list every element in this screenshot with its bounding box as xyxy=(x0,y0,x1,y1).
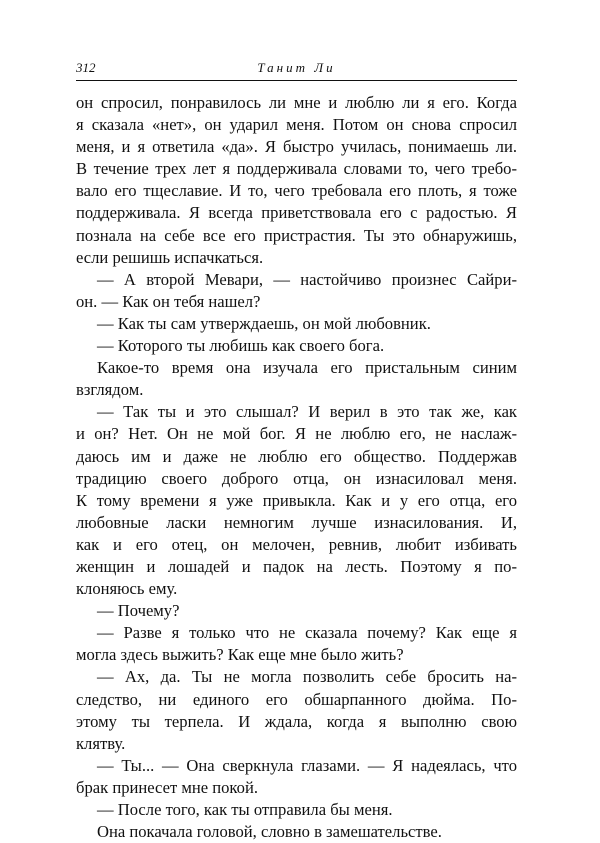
paragraph xyxy=(76,92,517,269)
text-line: взглядом. xyxy=(76,380,144,400)
paragraph xyxy=(76,666,517,754)
paragraph xyxy=(76,600,517,622)
text-line: — Которого ты любишь как своего бога. xyxy=(97,336,385,356)
text-line: К тому времени я уже привыкла. Как и у его отца, его xyxy=(76,490,517,510)
paragraph xyxy=(76,357,517,401)
text-line: В течение трех лет я поддерживала словами то, чего требо- xyxy=(76,159,517,179)
text-line: меня, и я ответила «да». Я быстро училась, понимаешь ли. xyxy=(76,137,517,157)
text-line: — Как ты сам утверждаешь, он мой любовник. xyxy=(97,313,431,333)
text-line: могла здесь выжить? Как еще мне было жить? xyxy=(76,645,404,665)
text-line: — Ах, да. Ты не могла позволить себе бросить на- xyxy=(97,667,517,687)
text-line: как и его отец, он мелочен, ревнив, любит избивать xyxy=(76,534,517,554)
text-line: традицию своего доброго отца, он изнасиловал меня. xyxy=(76,468,517,488)
paragraph xyxy=(76,269,517,313)
text-line: — Так ты и это слышал? И верил в это так же, как xyxy=(97,402,517,422)
text-line: — А второй Мевари, — настойчиво произнес Сайри- xyxy=(97,269,517,289)
text-line: поддерживала. Я всегда приветствовала его с радостью. Я xyxy=(76,203,517,223)
paragraph xyxy=(76,401,517,600)
page-number: 312 xyxy=(76,60,96,75)
text-line: любовные ласки немногим лучше изнасилования. И, xyxy=(76,512,517,532)
paragraph xyxy=(76,313,517,335)
text-line: — Разве я только что не сказала почему? Как еще я xyxy=(97,623,517,643)
text-line: брак принесет мне покой. xyxy=(76,777,258,797)
text-line: клоняюсь ему. xyxy=(76,579,178,599)
paragraph xyxy=(76,755,517,799)
text-line: следство, ни единого его обшарпанного дюйма. По- xyxy=(76,689,517,709)
text-line: этому ты терпела. И ждала, когда я выполню свою xyxy=(76,711,517,731)
running-header xyxy=(76,56,517,81)
paragraph xyxy=(76,799,517,821)
paragraph xyxy=(76,821,517,843)
text-line: — Ты... — Она сверкнула глазами. — Я надеялась, что xyxy=(97,755,517,775)
text-line: и он? Нет. Он не мой бог. Я не люблю его, не наслаж- xyxy=(76,424,517,444)
text-line: — Почему? xyxy=(97,601,180,621)
text-line: даюсь им и даже не люблю его общество. Поддержав xyxy=(76,446,517,466)
text-line: Она покачала головой, словно в замешательстве. xyxy=(97,822,442,842)
paragraph xyxy=(76,622,517,666)
text-line: он. — Как он тебя нашел? xyxy=(76,291,261,311)
running-title: Танит Ли xyxy=(257,60,336,75)
text-line: вало его тщеславие. И то, чего требовала его плоть, я тоже xyxy=(76,181,517,201)
text-line: если решишь испачкаться. xyxy=(76,247,264,267)
body-text xyxy=(76,92,517,843)
text-line: познала на себе все его пристрастия. Ты это обнаружишь, xyxy=(76,225,517,245)
paragraph xyxy=(76,335,517,357)
text-line: он спросил, понравилось ли мне и люблю ли я его. Когда xyxy=(76,93,517,112)
text-line: Какое-то время она изучала его пристальным синим xyxy=(97,358,517,378)
text-line: я сказала «нет», он ударил меня. Потом он снова спросил xyxy=(76,115,517,135)
text-line: — После того, как ты отправила бы меня. xyxy=(97,800,393,819)
text-line: женщин и лошадей и падок на лесть. Поэтому я по- xyxy=(76,556,517,576)
text-line: клятву. xyxy=(76,733,126,753)
